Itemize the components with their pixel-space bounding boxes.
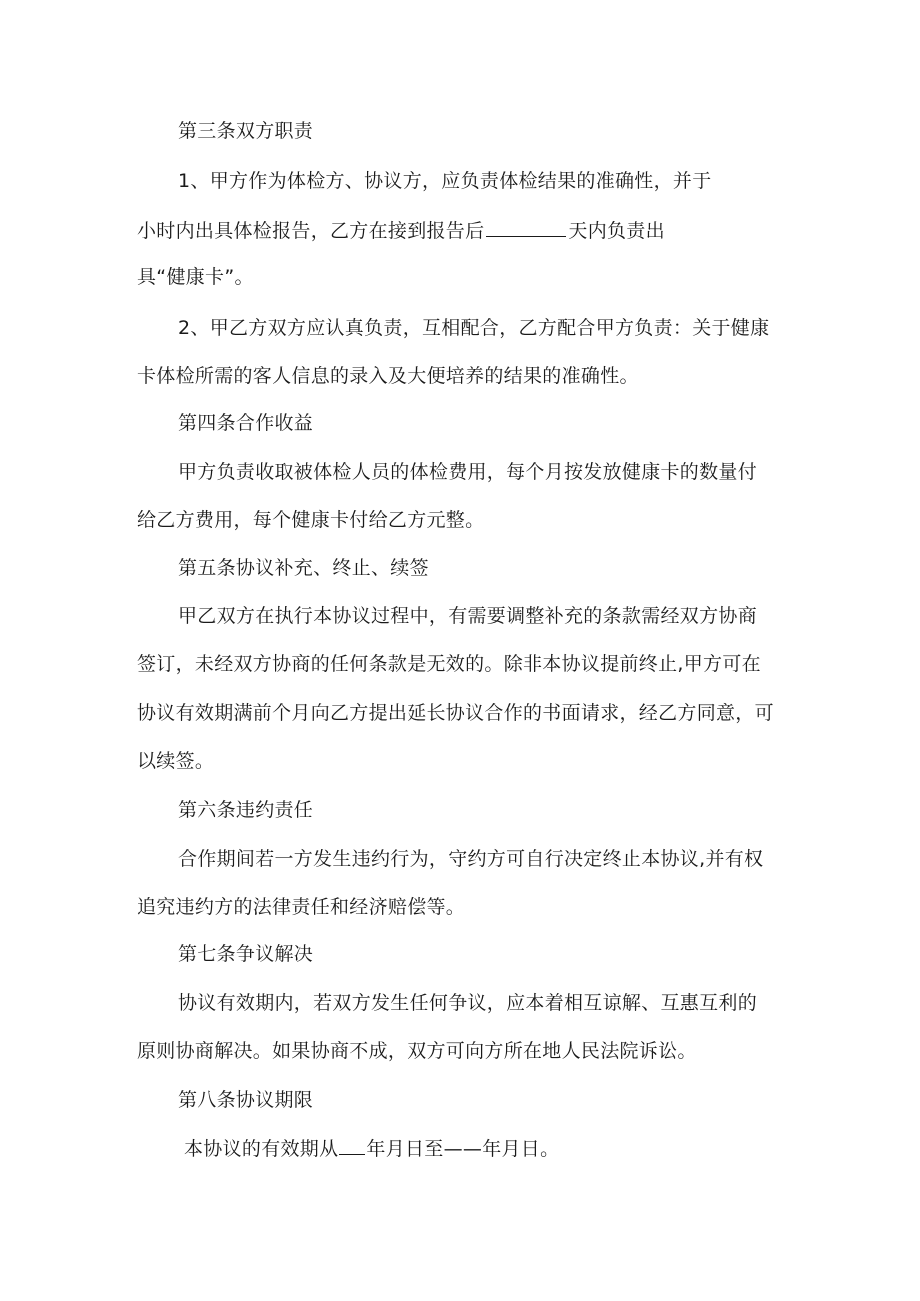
article3-item1-line2: [137, 218, 665, 243]
article6-heading: 第六条违约责任: [178, 799, 314, 821]
start-year-blank-field: [339, 1136, 365, 1155]
article3-item1-line3: 具“健康卡”。: [137, 266, 254, 288]
article6-line1: 合作期间若一方发生违约行为，守约方可自行决定终止本协议,并有权: [178, 848, 764, 870]
article7-line2: 原则协商解决。如果协商不成，双方可向方所在地人民法院诉讼。: [137, 1040, 697, 1062]
article7-line1: 协议有效期内，若双方发生任何争议，应本着相互谅解、互惠互利的: [178, 992, 758, 1014]
article3-item2-line2: 卡体检所需的客人信息的录入及大便培养的结果的准确性。: [137, 365, 639, 387]
article6-line2: 追究违约方的法律责任和经济赔偿等。: [137, 896, 466, 918]
article3-heading: 第三条双方职责: [178, 120, 314, 142]
article8-heading: 第八条协议期限: [178, 1089, 314, 1111]
article3-item1-line2a: 小时内出具体检报告，乙方在接到报告后: [137, 220, 485, 242]
article3-item2-line1: 2、甲乙方双方应认真负责，互相配合，乙方配合甲方负责：关于健康: [178, 317, 770, 339]
article8-line1b: 年月日至——年月日。: [366, 1138, 560, 1160]
article5-heading: 第五条协议补充、终止、续签: [178, 557, 429, 579]
article8-line1a: 本协议的有效期从: [184, 1138, 339, 1160]
article3-item1-line1: 1、甲方作为体检方、协议方，应负责体检结果的准确性，并于: [178, 170, 712, 192]
article4-line2: 给乙方费用，每个健康卡付给乙方元整。: [137, 509, 485, 531]
article7-heading: 第七条争议解决: [178, 943, 314, 965]
article8-line1: [184, 1136, 559, 1161]
days-blank-field: [486, 218, 566, 237]
article4-heading: 第四条合作收益: [178, 412, 314, 434]
article5-line1: 甲乙双方在执行本协议过程中，有需要调整补充的条款需经双方协商: [178, 605, 758, 627]
article4-line1: 甲方负责收取被体检人员的体检费用，每个月按发放健康卡的数量付: [178, 461, 758, 483]
article5-line4: 以续签。: [137, 750, 215, 772]
article5-line3: 协议有效期满前个月向乙方提出延长协议合作的书面请求，经乙方同意，可: [137, 702, 774, 724]
article5-line2: 签订，未经双方协商的任何条款是无效的。除非本协议提前终止,甲方可在: [137, 653, 761, 675]
article3-item1-line2b: 天内负责出: [568, 220, 665, 242]
